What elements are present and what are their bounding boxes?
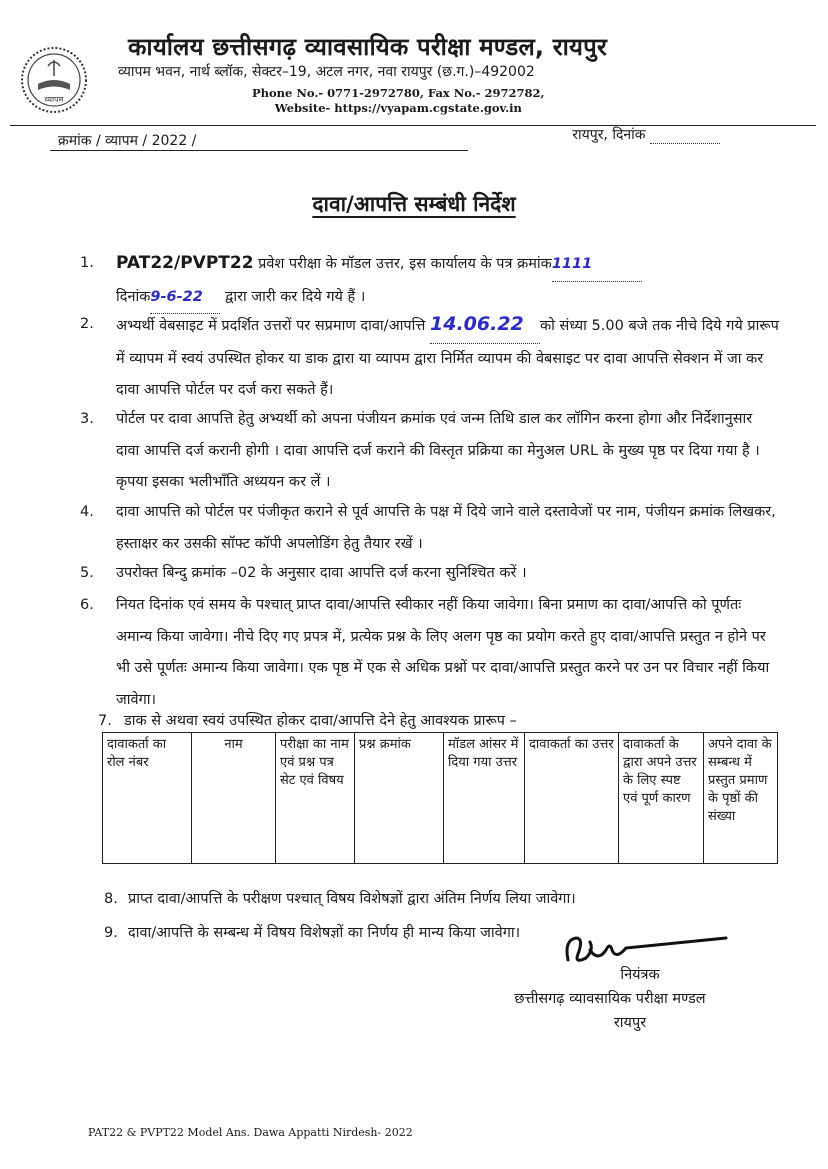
item-text: दिनांक — [116, 288, 151, 305]
table-header-cell: मॉडल आंसर में दिया गया उत्तर — [444, 733, 525, 864]
org-name: कार्यालय छत्तीसगढ़ व्यावसायिक परीक्षा मण्डल, रायपुर — [128, 33, 607, 61]
instruction-item-2 — [80, 309, 780, 407]
table-header-cell: दावाकर्ता का रोल नंबर — [103, 733, 192, 864]
item-number: 5. — [80, 565, 94, 581]
item-text: पोर्टल पर दावा आपत्ति हेतु अभ्यर्थी को अपना पंजीयन क्रमांक एवं जन्म तिथि डाल कर लॉगिन करना होगा और निर्देशानुसार दावा आपत्ति दर्ज करानी होगी । दावा आपत्ति दर्ज कराने की विस्तृत प्रक्रिया का मेनुअल URL के मुख्य पृष्ठ पर दिया गया है । कृपया इसका भलीभाँति अध्ययन कर लें । — [116, 411, 760, 490]
table-header-cell: अपने दावा के सम्बन्ध में प्रस्तुत प्रमाण के पृष्ठों की संख्या — [704, 733, 778, 864]
instruction-item-1 — [80, 248, 780, 314]
item-text: डाक से अथवा स्वयं उपस्थित होकर दावा/आपत्ति देने हेतु आवश्यक प्रारूप – — [124, 713, 517, 729]
signatory-city: रायपुर — [613, 1015, 647, 1031]
table-header-cell: प्रश्न क्रमांक — [355, 733, 444, 864]
item-text: नियत दिनांक एवं समय के पश्चात् प्राप्त दावा/आपत्ति स्वीकार नहीं किया जावेगा। बिना प्रमाण का दावा/आपत्ति को पूर्णतः अमान्य किया जावेगा। नीचे दिए गए प्रपत्र में, प्रत्येक प्रश्न के लिए अलग पृष्ठ का प्रयोग करते हुए दावा/आपत्ति प्रस्तुत न होने पर भी उसे पूर्णतः अमान्य किया जावेगा। एक पृष्ठ में एक से अधिक प्रश्नों पर दावा/आपत्ति प्रस्तुत करने पर उन पर विचार नहीं किया जावेगा। — [116, 597, 770, 708]
item-text: द्वारा जारी कर दिये गये हैं । — [220, 288, 366, 305]
last-date-blank — [430, 309, 540, 344]
date-line — [572, 125, 720, 144]
item-text: दावा/आपत्ति के सम्बन्ध में विषय विशेषज्ञों का निर्णय ही मान्य किया जावेगा। — [128, 925, 521, 941]
contact-block — [252, 86, 545, 116]
emblem-text: व्यापम — [44, 95, 64, 104]
item-number: 1. — [80, 255, 94, 271]
table-header-row — [103, 733, 778, 864]
instruction-item-4 — [80, 497, 780, 560]
date-label: रायपुर, दिनांक — [572, 127, 646, 143]
signatory-org: छत्तीसगढ़ व्यावसायिक परीक्षा मण्डल — [514, 991, 706, 1007]
table-header-cell: दावाकर्ता का उत्तर — [525, 733, 619, 864]
table-header-cell: परीक्षा का नाम एवं प्रश्न पत्र सेट एवं विषय — [276, 733, 355, 864]
item-number: 8. — [104, 891, 118, 907]
item-number: 4. — [80, 504, 94, 520]
item-number: 3. — [80, 411, 94, 427]
website: Website- https://vyapam.cgstate.gov.in — [274, 101, 522, 115]
item-text: उपरोक्त बिन्दु क्रमांक –02 के अनुसार दावा आपत्ति दर्ज करना सुनिश्चित करें । — [116, 565, 527, 581]
phone-fax: Phone No.- 0771-2972780, Fax No.- 2972782, — [252, 86, 545, 100]
vyapam-emblem-logo — [20, 46, 88, 114]
ref-rule — [50, 150, 468, 151]
footer-note: PAT22 & PVPT22 Model Ans. Dawa Appatti Nirdesh- 2022 — [88, 1126, 413, 1139]
item-number: 6. — [80, 597, 94, 613]
org-address: व्यापम भवन, नार्थ ब्लॉक, सेक्टर–19, अटल नगर, नवा रायपुर (छ.ग.)–492002 — [118, 64, 535, 80]
instruction-item-8 — [104, 884, 780, 916]
exam-code: PAT22/PVPT22 — [116, 253, 254, 273]
item-text: प्राप्त दावा/आपत्ति के परीक्षण पश्चात् विषय विशेषज्ञों द्वारा अंतिम निर्णय लिया जावेगा। — [128, 891, 576, 907]
date-blank — [650, 127, 720, 144]
table-header-cell: नाम — [192, 733, 276, 864]
handwritten-last-date: 14.06.22 — [430, 313, 524, 335]
handwritten-letter-number: 1111 — [551, 256, 593, 272]
handwritten-issue-date: 9-6-22 — [150, 288, 203, 305]
instruction-item-5 — [80, 558, 780, 590]
signatory-block — [470, 963, 750, 1035]
claim-form-table — [102, 732, 778, 864]
instruction-item-6 — [80, 590, 780, 716]
table-header-cell: दावाकर्ता के द्वारा अपने उत्तर के लिए स्पष्ट एवं पूर्ण कारण — [619, 733, 704, 864]
page-title: दावा/आपत्ति सम्बंधी निर्देश — [312, 192, 516, 216]
signatory-designation: नियंत्रक — [620, 967, 660, 983]
item-text: दावा आपत्ति को पोर्टल पर पंजीकृत कराने से पूर्व आपत्ति के पक्ष में दिये जाने वाले दस्तावेजों पर नाम, पंजीयन क्रमांक लिखकर, हस्ताक्षर कर उसकी सॉफ्ट कॉपी अपलोडिंग हेतु तैयार रखें । — [116, 504, 776, 552]
letter-number-blank — [552, 249, 642, 282]
reference-number: क्रमांक / व्यापम / 2022 / — [58, 133, 197, 149]
item-number: 9. — [104, 925, 118, 941]
item-text: प्रवेश परीक्षा के मॉडल उत्तर, इस कार्यालय के पत्र क्रमांक — [253, 256, 552, 272]
item-text: अभ्यर्थी वेबसाइट में प्रदर्शित उत्तरों पर सप्रमाण दावा/आपत्ति — [116, 318, 431, 334]
item-text: को संध्या 5.00 बजे तक नीचे दिये गये प्रारूप में व्यापम में स्वयं उपस्थित होकर या डाक द्वारा या व्यापम द्वारा निर्मित व्यापम की वेबसाइट पर दावा आपत्ति सेक्शन में जा कर दावा आपत्ति पोर्टल पर दर्ज करा सकते हैं। — [116, 318, 779, 398]
item-number: 7. — [98, 713, 112, 729]
item-number: 2. — [80, 316, 94, 332]
instruction-item-3 — [80, 404, 780, 499]
